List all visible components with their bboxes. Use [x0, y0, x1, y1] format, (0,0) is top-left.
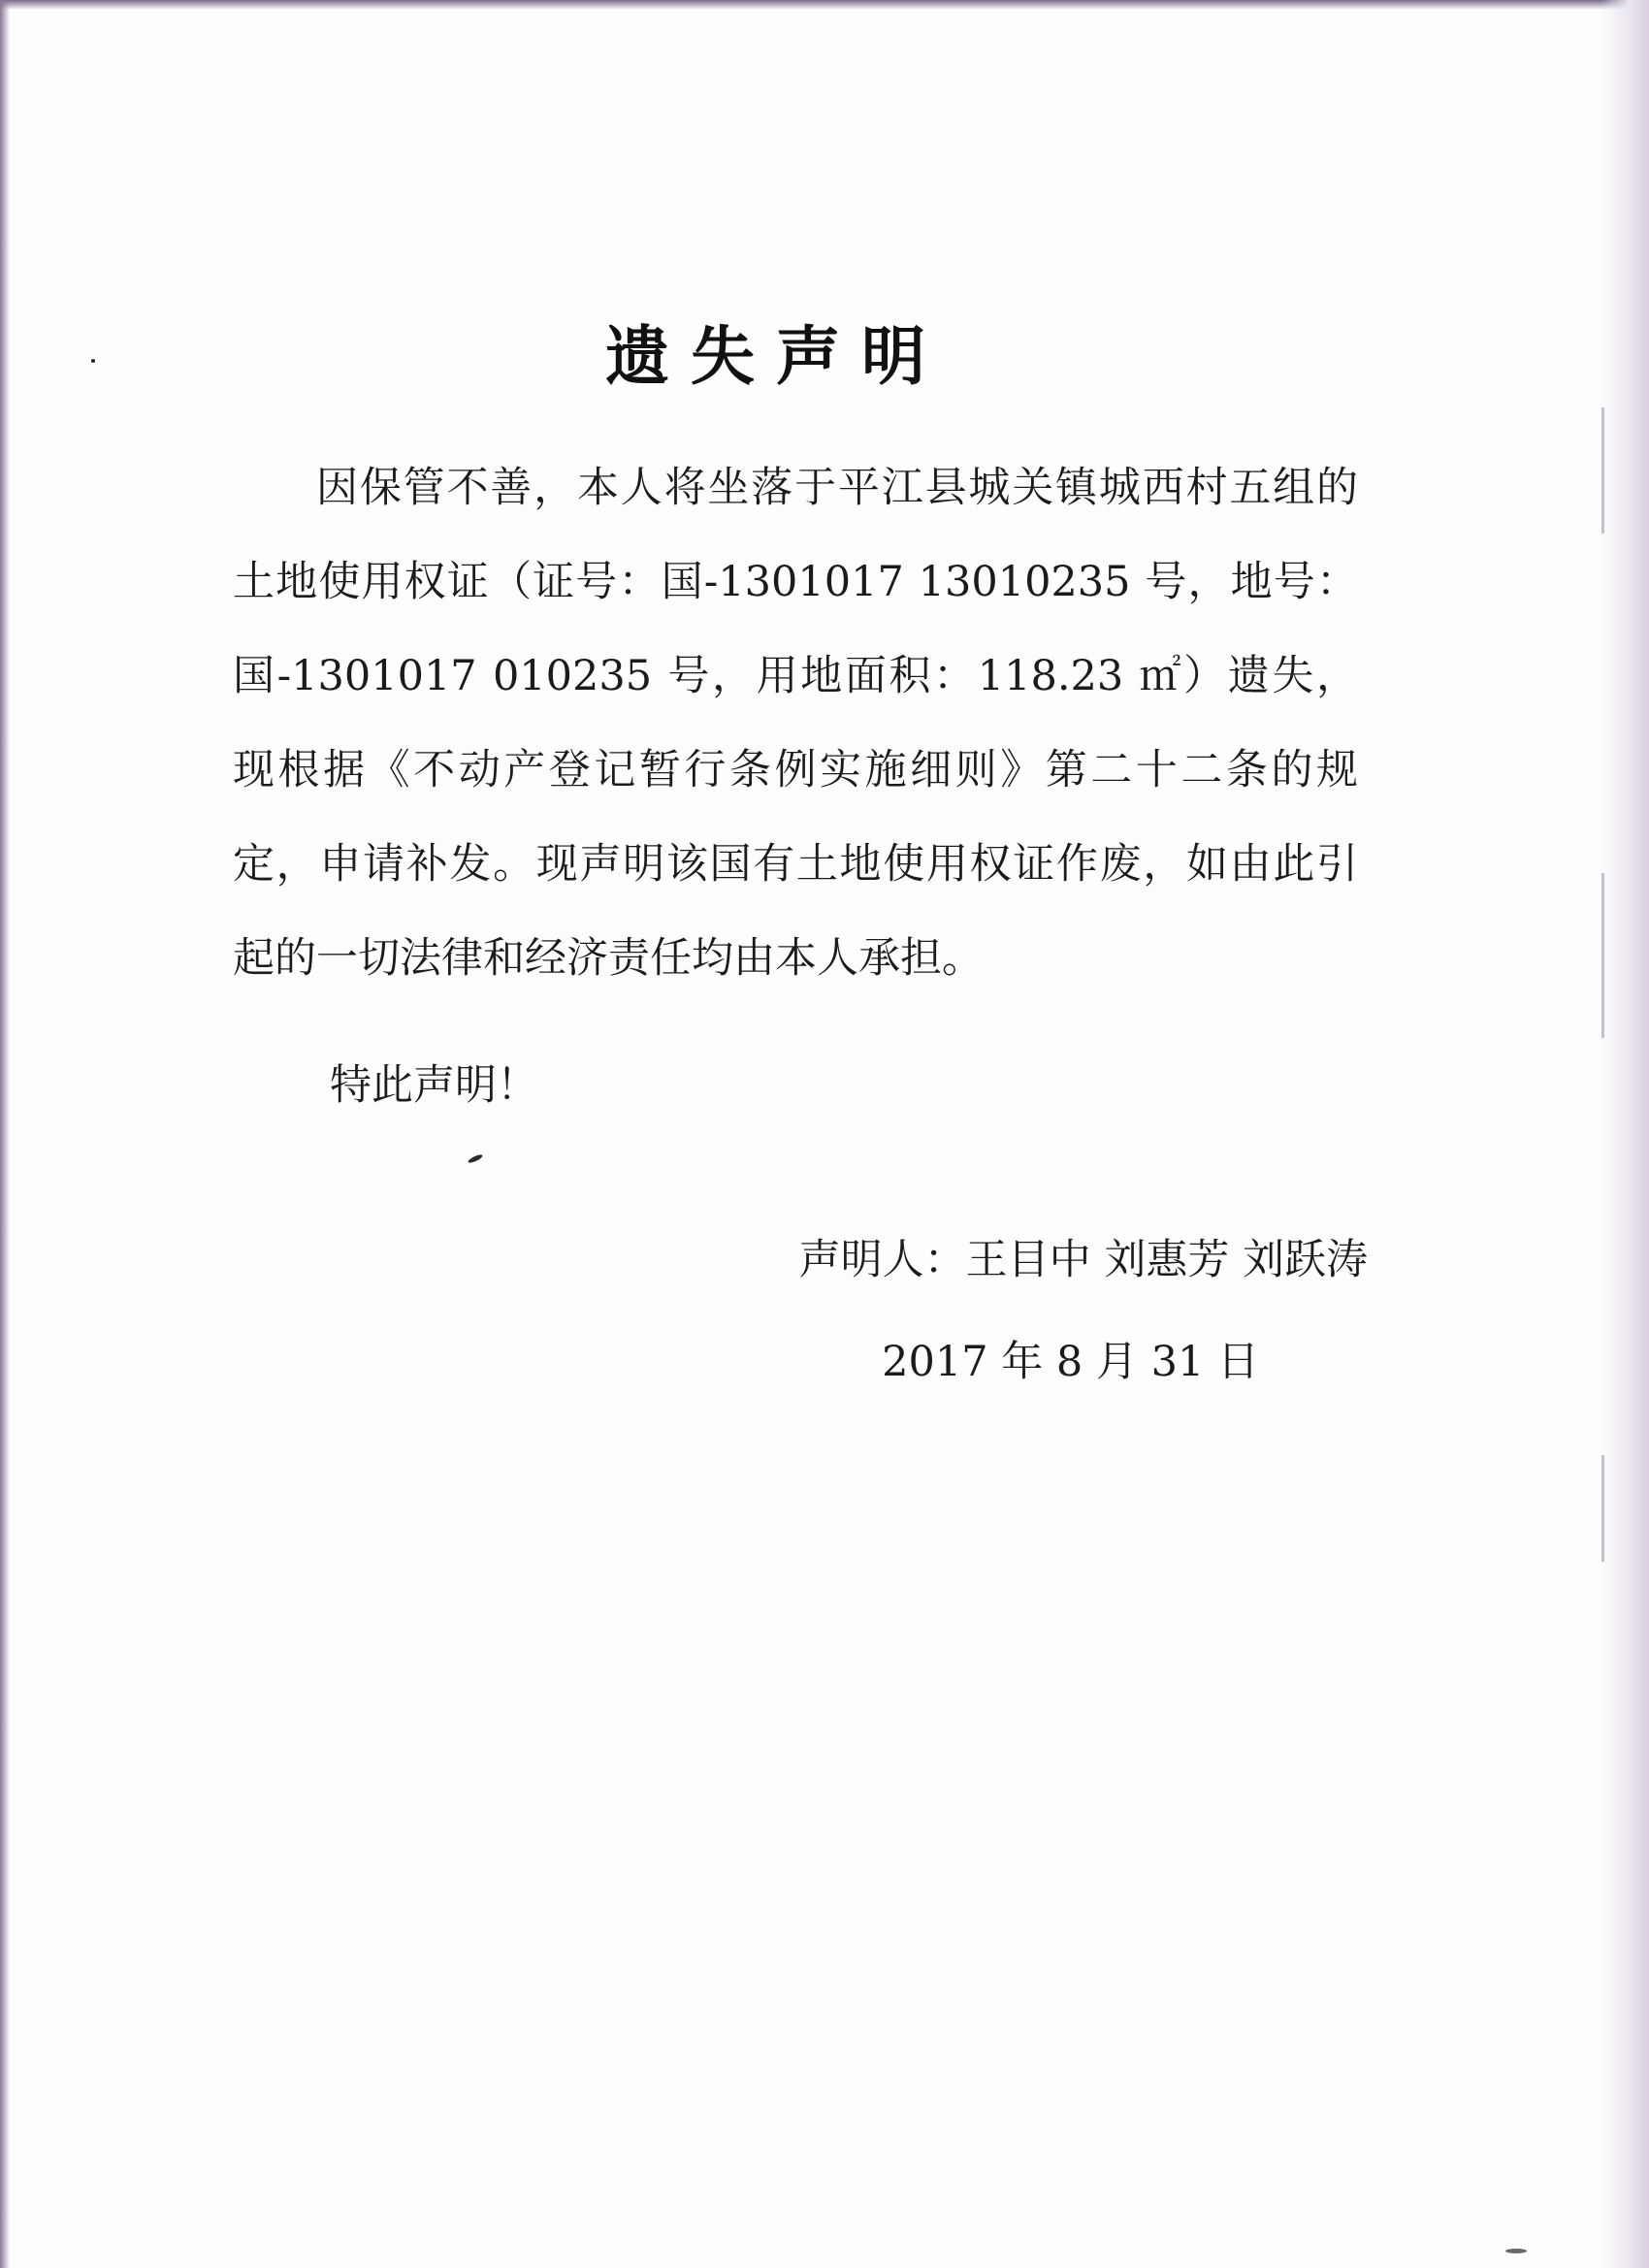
closing-line: 特此声明！ [330, 1061, 538, 1110]
scan-edge-top [0, 0, 1649, 10]
statement-paragraph: 因保管不善，本人将坐落于平江县城关镇城西村五组的土地使用权证（证号：国-1301017 13010235 号，地号：国-1301017 010235 号，用地面积：118.23 ㎡）遗失，现根据《不动产登记暂行条例实施细则》第二十二条的规定，申请补发。现声明该国有土地使用权证作废，如由此引起的一切法律和经济责任均由本人承担。 [233, 464, 1358, 983]
scan-mark [1601, 407, 1604, 534]
ink-speck [91, 359, 95, 363]
page-title: 遗失声明 [605, 319, 947, 395]
signers-line: 声明人：王目中 刘惠芳 刘跃涛 [798, 1236, 1368, 1284]
ink-speck [1505, 2249, 1527, 2253]
date-line: 2017 年 8 月 31 日 [882, 1338, 1259, 1386]
scan-mark [1601, 873, 1604, 1038]
scan-mark [1601, 1455, 1604, 1562]
statement-body [233, 441, 1358, 1006]
scan-edge-right [1600, 0, 1649, 2268]
ink-speck [468, 1153, 484, 1164]
